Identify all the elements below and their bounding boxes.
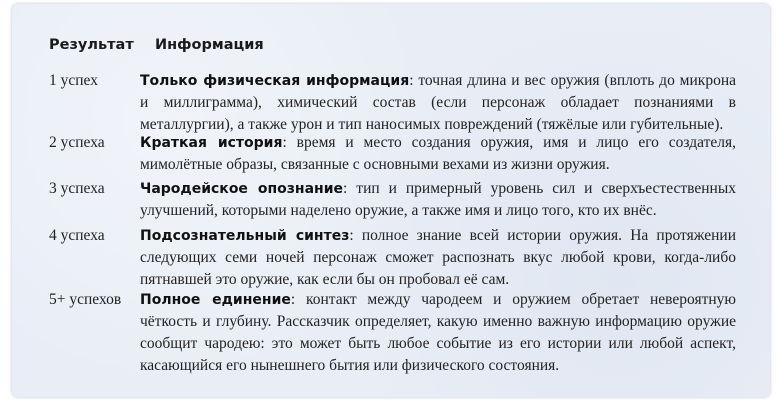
row-term: Чародейское опознание [140,181,344,197]
row-text: : точная длина и вес оружия (вплоть до микрона и миллиграмма), химический состав (если персонаж обладает познаниями в металлургии), а также урон и тип наносимых повреждений (тяжёлые или губительные). [140,72,736,133]
row-info [140,70,736,136]
row-info [140,225,736,291]
row-result: 3 успеха [49,180,105,197]
row-text: : время и место создания оружия, имя и лицо его создателя, мимолётные образы, связанные с основными вехами из жизни оружия. [140,134,736,173]
row-result: 2 успеха [49,134,105,151]
row-result: 4 успеха [49,227,105,244]
row-text: : контакт между чародеем и оружием обретает невероятную чёткость и глубину. Рассказчик определяет, какую именно важную информацию оружие сообщит чародею: это может быть любое событие из его истории или любой аспект, касающийся его нынешнего бытия или физического состояния. [140,291,736,374]
row-term: Только физическая информация [140,73,410,89]
row-result: 5+ успехов [49,291,122,308]
row-term: Подсознательный синтез [140,228,350,244]
row-term: Полное единение [140,292,291,308]
row-info [140,178,736,222]
row-result: 1 успех [49,72,98,89]
row-info [140,289,736,377]
row-text: : полное знание всей истории оружия. На протяжении следующих семи ночей персонаж сможет распознать вкус любой крови, когда-либо пятнавшей это оружие, как если бы он пробовал её сам. [140,227,736,288]
row-term: Краткая история [140,135,283,151]
row-text: : тип и примерный уровень сил и сверхъестественных улучшений, которыми наделено оружие, а также имя и лицо того, кто их внёс. [140,180,736,219]
header-result: Результат [49,37,134,53]
row-info [140,132,736,176]
header-info: Информация [155,37,264,53]
